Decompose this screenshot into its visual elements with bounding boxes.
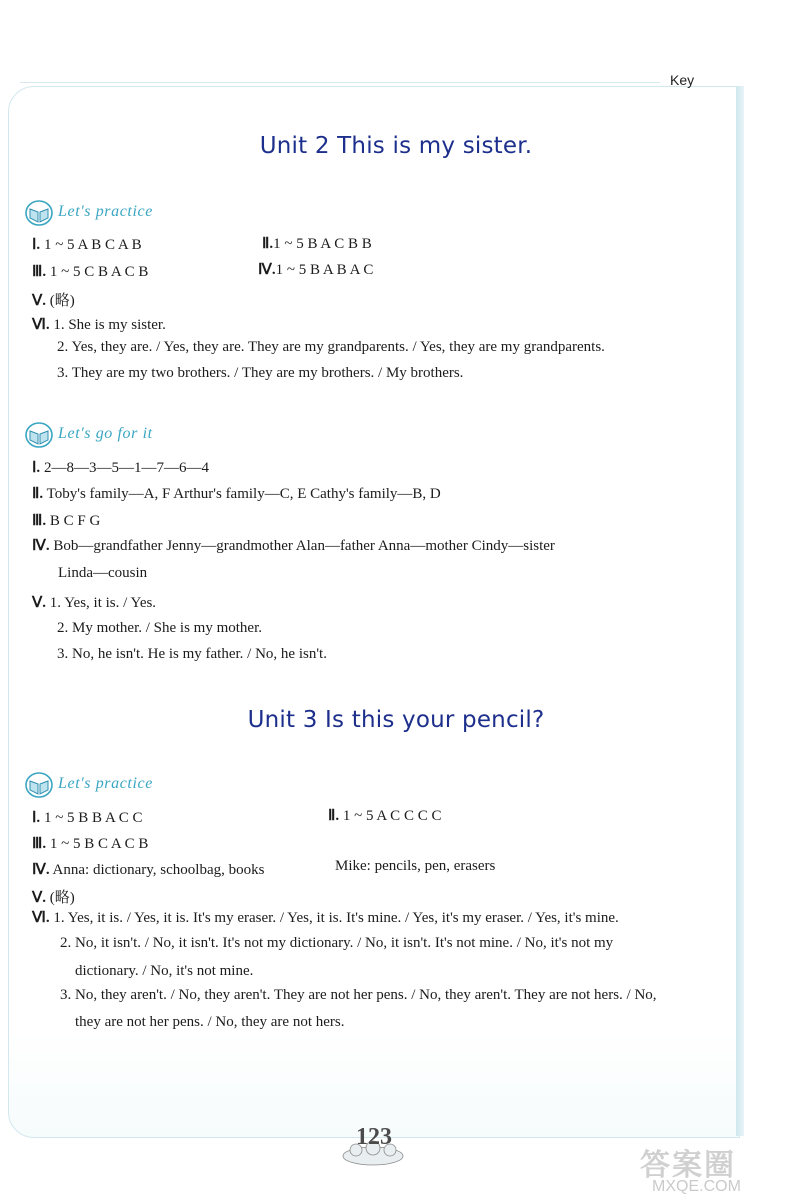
answer-row: Ⅱ. Toby's family—A, F Arthur's family—C, E Cathy's family—B, D: [32, 486, 441, 502]
answer-row: Ⅲ. 1 ~ 5 B C A C B: [32, 836, 149, 852]
answer-row: Ⅱ. 1 ~ 5 A C C C C: [328, 808, 442, 824]
answer-row: Ⅲ. B C F G: [32, 513, 101, 529]
answer-line: 3. No, he isn't. He is my father. / No, he isn't.: [57, 646, 327, 662]
answer-row: Ⅳ. Anna: dictionary, schoolbag, books: [32, 862, 265, 878]
answer-row: Ⅴ. (略): [32, 890, 75, 906]
answer-row: Ⅴ. 1. Yes, it is. / Yes.: [32, 595, 157, 611]
answer-line: Linda—cousin: [58, 565, 148, 581]
answer-line: 2. Yes, they are. / Yes, they are. They are my grandparents. / Yes, they are my grandparents.: [57, 339, 605, 355]
answer-row: Ⅳ.1 ~ 5 B A B A C: [258, 262, 374, 278]
answer-line: Mike: pencils, pen, erasers: [335, 858, 496, 874]
answer-row: Ⅴ. (略): [32, 293, 75, 309]
section-lets-practice-u2: [24, 196, 153, 228]
book-icon: [24, 769, 54, 799]
section-label: Let's practice: [58, 203, 153, 220]
answer-line: they are not her pens. / No, they are not hers.: [75, 1014, 345, 1030]
section-lets-go-for-it: [24, 418, 153, 450]
header-rule: [20, 82, 660, 83]
answer-line: 2. No, it isn't. / No, it isn't. It's not my dictionary. / No, it isn't. It's not mine. / No, it's not my: [60, 935, 614, 951]
book-icon: [24, 419, 54, 449]
section-lets-practice-u3: [24, 768, 153, 800]
answer-line: dictionary. / No, it's not mine.: [75, 963, 254, 979]
answer-line: 2. My mother. / She is my mother.: [57, 620, 262, 636]
answer-line: 3. No, they aren't. / No, they aren't. They are not her pens. / No, they aren't. They are not hers. / No,: [60, 987, 657, 1003]
unit2-title: Unit 2 This is my sister.: [259, 133, 533, 159]
watermark-logo: 答案圈: [640, 1148, 736, 1183]
page-edge: [736, 86, 744, 1136]
header-key-label: Key: [670, 72, 695, 88]
answer-row: Ⅵ. 1. Yes, it is. / Yes, it is. It's my eraser. / Yes, it is. It's mine. / Yes, it's my eraser. / Yes, it's mine.: [32, 910, 619, 926]
answer-row: Ⅰ. 1 ~ 5 A B C A B: [32, 237, 142, 253]
answer-row: Ⅳ. Bob—grandfather Jenny—grandmother Alan—father Anna—mother Cindy—sister: [32, 538, 555, 554]
book-icon: [24, 197, 54, 227]
answer-line: 3. They are my two brothers. / They are my brothers. / My brothers.: [57, 365, 464, 381]
answer-row: Ⅵ. 1. She is my sister.: [32, 317, 166, 333]
page-number: 123: [356, 1124, 392, 1150]
section-label: Let's go for it: [58, 425, 153, 442]
answer-row: Ⅱ.1 ~ 5 B A C B B: [262, 236, 372, 252]
unit3-title: Unit 3 Is this your pencil?: [247, 707, 545, 733]
answer-row: Ⅰ. 1 ~ 5 B B A C C: [32, 810, 143, 826]
answer-row: Ⅰ. 2—8—3—5—1—7—6—4: [32, 460, 209, 476]
watermark-url: MXQE.COM: [652, 1178, 741, 1195]
answer-row: Ⅲ. 1 ~ 5 C B A C B: [32, 264, 149, 280]
section-label: Let's practice: [58, 775, 153, 792]
